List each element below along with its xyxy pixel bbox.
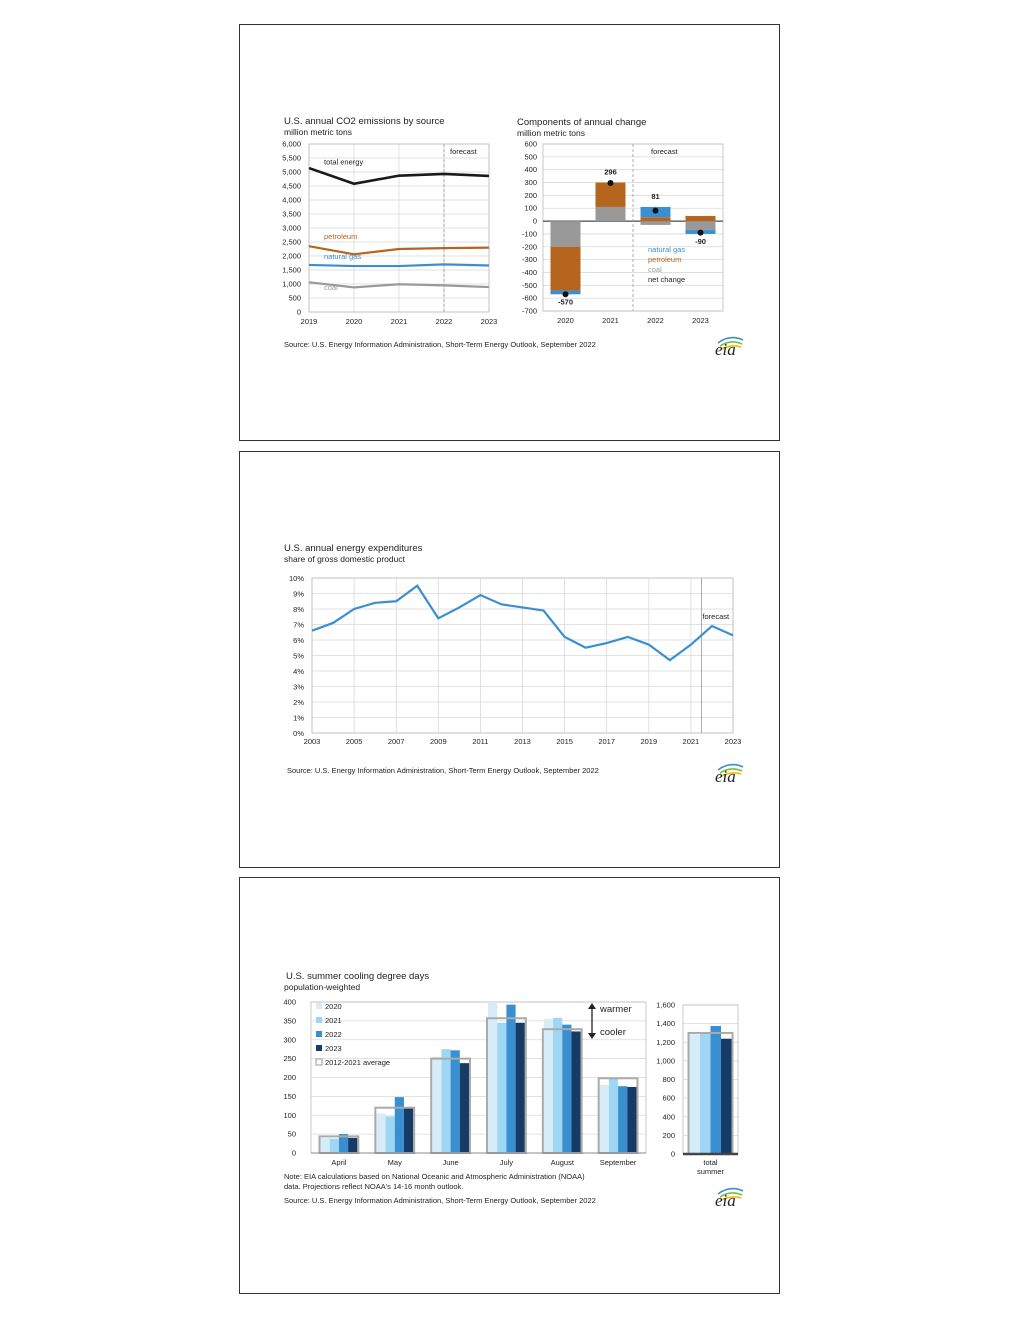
bar — [348, 1138, 357, 1153]
x-tick-label: summer — [696, 1167, 725, 1176]
legend-swatch — [316, 1031, 322, 1037]
bar — [386, 1116, 395, 1153]
source-note: Source: U.S. Energy Information Administration, Short-Term Energy Outlook, September 2022 — [287, 766, 599, 775]
y-tick-label: 200 — [524, 190, 537, 200]
x-tick-label: 2020 — [345, 317, 363, 326]
x-tick-label: 2003 — [303, 737, 321, 746]
legend-swatch — [316, 1003, 322, 1009]
stack-segment — [551, 247, 581, 291]
y-tick-label: 1,000 — [282, 279, 301, 289]
x-tick-label: April — [331, 1158, 347, 1167]
x-tick-label: 2015 — [556, 737, 573, 746]
y-tick-label: 0 — [532, 216, 537, 226]
y-tick-label: 1,400 — [656, 1019, 675, 1029]
y-tick-label: 3,000 — [282, 223, 301, 233]
y-tick-label: 600 — [524, 139, 537, 149]
x-tick-label: 2007 — [387, 737, 405, 746]
stack-segment — [551, 221, 581, 247]
y-tick-label: 1,000 — [656, 1056, 675, 1066]
y-tick-label: 9% — [293, 589, 304, 599]
legend-entry: 2023 — [325, 1044, 342, 1053]
co2-charts-svg — [240, 25, 781, 442]
y-tick-label: 0% — [293, 729, 304, 738]
legend-swatch — [316, 1045, 322, 1051]
series-label: petroleum — [324, 232, 358, 242]
x-tick-label: total — [703, 1158, 718, 1167]
legend-entry: petroleum — [648, 255, 682, 264]
y-tick-label: 200 — [283, 1073, 296, 1082]
x-tick-label: June — [442, 1158, 459, 1167]
y-tick-label: 100 — [283, 1110, 296, 1120]
cooling-chart-svg — [240, 878, 781, 1295]
y-tick-label: 350 — [283, 1016, 296, 1026]
bar — [600, 1085, 609, 1153]
y-tick-label: 1,500 — [282, 265, 301, 275]
y-tick-label: 2,500 — [282, 237, 301, 247]
chart-subtitle-emissions: million metric tons — [284, 127, 353, 137]
chart-title-components: Components of annual change — [517, 117, 647, 128]
x-tick-label: 2019 — [300, 317, 318, 326]
legend-entry: 2022 — [325, 1030, 342, 1039]
bar — [330, 1139, 339, 1153]
net-change-label: 296 — [604, 167, 617, 177]
bar — [321, 1138, 330, 1153]
bar — [627, 1087, 636, 1153]
y-tick-label: 1,600 — [656, 1000, 675, 1010]
series-label: total energy — [324, 157, 364, 167]
bar — [376, 1113, 385, 1153]
x-tick-label: 2022 — [435, 317, 453, 326]
y-tick-label: 6,000 — [282, 139, 301, 149]
y-tick-label: 4,500 — [282, 181, 301, 191]
x-tick-label: 2020 — [557, 316, 574, 325]
slide-co2-emissions — [239, 24, 780, 441]
y-tick-label: 600 — [662, 1093, 675, 1103]
bar — [721, 1039, 732, 1154]
x-tick-label: 2021 — [390, 317, 408, 326]
y-tick-label: -100 — [521, 229, 537, 239]
forecast-label: forecast — [702, 611, 730, 621]
bar — [488, 1002, 497, 1153]
forecast-label: forecast — [450, 147, 477, 156]
stack-segment — [596, 207, 626, 221]
y-tick-label: -500 — [521, 280, 537, 290]
svg-text:eia: eia — [715, 1191, 736, 1210]
warmer-label: warmer — [600, 1004, 632, 1015]
y-tick-label: 300 — [283, 1035, 296, 1045]
y-tick-label: 0 — [670, 1149, 675, 1159]
bar — [711, 1026, 722, 1154]
source-note: Source: U.S. Energy Information Administration, Short-Term Energy Outlook, September 2022 — [284, 1196, 596, 1205]
y-tick-label: 4% — [293, 667, 304, 676]
y-tick-label: 8% — [293, 605, 304, 614]
expenditures-chart-svg — [240, 452, 781, 869]
chart-subtitle-cooling: population-weighted — [284, 982, 361, 992]
stack-segment — [596, 183, 626, 207]
monthly-cdd-bar-chart — [283, 998, 646, 1168]
legend-entry: net change — [648, 275, 686, 284]
y-tick-label: 3% — [293, 682, 304, 692]
y-tick-label: 400 — [662, 1112, 675, 1122]
x-tick-label: September — [599, 1158, 637, 1167]
series-label: coal — [324, 282, 338, 292]
bar — [618, 1086, 627, 1153]
y-tick-label: -300 — [521, 255, 537, 265]
net-change-label: 81 — [651, 191, 660, 201]
stack-segment — [641, 217, 671, 221]
legend-entry: 2012-2021 average — [325, 1058, 391, 1067]
net-change-marker — [608, 180, 614, 186]
y-tick-label: 0 — [291, 1148, 296, 1158]
noaa-note: Note: EIA calculations based on National Oceanic and Atmospheric Administration (NOAA) data. Projections reflect NOAA's 14-16 month outlook. — [284, 1172, 585, 1191]
y-tick-label: -400 — [521, 267, 537, 277]
y-tick-label: 250 — [283, 1054, 296, 1064]
bar — [690, 1034, 701, 1154]
bar — [562, 1025, 571, 1153]
y-tick-label: 4,000 — [282, 195, 301, 205]
y-tick-label: 500 — [524, 152, 537, 162]
legend-entry: natural gas — [648, 245, 686, 254]
emissions-line-chart — [282, 140, 497, 327]
stack-segment — [641, 221, 671, 225]
chart-subtitle-expenditures: share of gross domestic product — [284, 554, 405, 564]
components-bar-chart — [522, 140, 723, 326]
y-tick-label: 2% — [293, 698, 304, 707]
y-tick-label: 800 — [662, 1075, 675, 1084]
y-tick-label: 7% — [293, 620, 304, 630]
arrow-down-head — [588, 1033, 596, 1039]
chart-title-emissions: U.S. annual CO2 emissions by source — [284, 116, 445, 127]
series-label: natural gas — [324, 251, 362, 261]
legend-entry: 2020 — [325, 1002, 342, 1011]
net-change-label: -90 — [695, 236, 706, 246]
y-tick-label: 400 — [283, 997, 296, 1007]
legend-swatch — [316, 1059, 322, 1065]
source-note: Source: U.S. Energy Information Administration, Short-Term Energy Outlook, September 2022 — [284, 340, 596, 349]
bar — [516, 1023, 525, 1153]
legend-entry: coal — [648, 265, 662, 274]
expenditures-line-chart — [289, 574, 741, 746]
y-tick-label: 5,500 — [282, 153, 301, 163]
x-tick-label: 2023 — [480, 317, 498, 326]
svg-text:eia: eia — [715, 340, 736, 359]
bar — [700, 1033, 711, 1154]
chart-title-cooling: U.S. summer cooling degree days — [286, 971, 430, 982]
bar — [553, 1018, 562, 1153]
bar — [609, 1078, 618, 1153]
slide-energy-expenditures — [239, 451, 780, 868]
x-tick-label: July — [499, 1158, 514, 1167]
bar — [441, 1049, 450, 1153]
y-tick-label: 150 — [283, 1091, 296, 1101]
x-tick-label: May — [387, 1158, 402, 1167]
x-tick-label: 2021 — [682, 737, 700, 746]
bar — [451, 1050, 460, 1153]
forecast-label: forecast — [651, 147, 678, 156]
x-tick-label: 2023 — [692, 316, 709, 325]
y-tick-label: 1% — [293, 713, 304, 723]
x-tick-label: 2021 — [602, 316, 619, 325]
bar — [544, 1019, 553, 1153]
x-tick-label: 2011 — [472, 737, 489, 746]
net-change-marker — [653, 208, 659, 214]
legend-swatch — [316, 1017, 322, 1023]
net-change-label: -570 — [557, 297, 574, 307]
bar — [506, 1005, 515, 1153]
y-tick-label: 1,200 — [656, 1037, 675, 1047]
y-tick-label: 300 — [524, 178, 537, 188]
x-tick-label: 2005 — [345, 737, 363, 746]
stack-segment — [686, 216, 716, 221]
y-tick-label: 10% — [288, 574, 304, 583]
bar — [460, 1063, 469, 1153]
x-tick-label: 2009 — [429, 737, 447, 746]
legend-entry: 2021 — [325, 1016, 342, 1025]
eia-logo — [715, 338, 743, 359]
net-change-marker — [698, 230, 704, 236]
x-tick-label: 2017 — [598, 737, 616, 746]
slide-cooling-degree-days — [239, 877, 780, 1294]
y-tick-label: 3,500 — [282, 209, 301, 219]
bar — [395, 1097, 404, 1153]
x-tick-label: 2023 — [724, 737, 742, 746]
svg-text:eia: eia — [715, 767, 736, 786]
y-tick-label: 0 — [296, 307, 301, 317]
y-tick-label: 2,000 — [282, 251, 301, 261]
eia-logo — [715, 765, 743, 786]
y-tick-label: 100 — [524, 203, 537, 213]
y-tick-label: -200 — [521, 242, 537, 252]
y-tick-label: -600 — [521, 293, 537, 303]
arrow-up-head — [588, 1003, 596, 1009]
cooler-label: cooler — [600, 1027, 626, 1038]
y-tick-label: 200 — [662, 1130, 675, 1140]
y-tick-label: 5,000 — [282, 167, 301, 177]
y-tick-label: 6% — [293, 636, 304, 645]
x-tick-label: 2019 — [640, 737, 658, 746]
chart-title-expenditures: U.S. annual energy expenditures — [284, 543, 423, 554]
bar — [497, 1023, 506, 1153]
y-tick-label: 50 — [287, 1129, 296, 1139]
bar — [404, 1108, 413, 1153]
bar — [571, 1031, 580, 1153]
x-tick-label: 2013 — [514, 737, 531, 746]
y-tick-label: 400 — [524, 165, 537, 175]
y-tick-label: 5% — [293, 651, 304, 661]
x-tick-label: 2022 — [647, 316, 664, 325]
total-summer-cdd-bar-chart — [656, 1001, 738, 1177]
eia-logo — [715, 1189, 743, 1210]
x-tick-label: August — [550, 1158, 574, 1167]
bar — [432, 1057, 441, 1153]
y-tick-label: 500 — [288, 293, 301, 303]
stack-segment — [686, 221, 716, 230]
chart-subtitle-components: million metric tons — [517, 128, 586, 138]
y-tick-label: -700 — [521, 306, 537, 316]
